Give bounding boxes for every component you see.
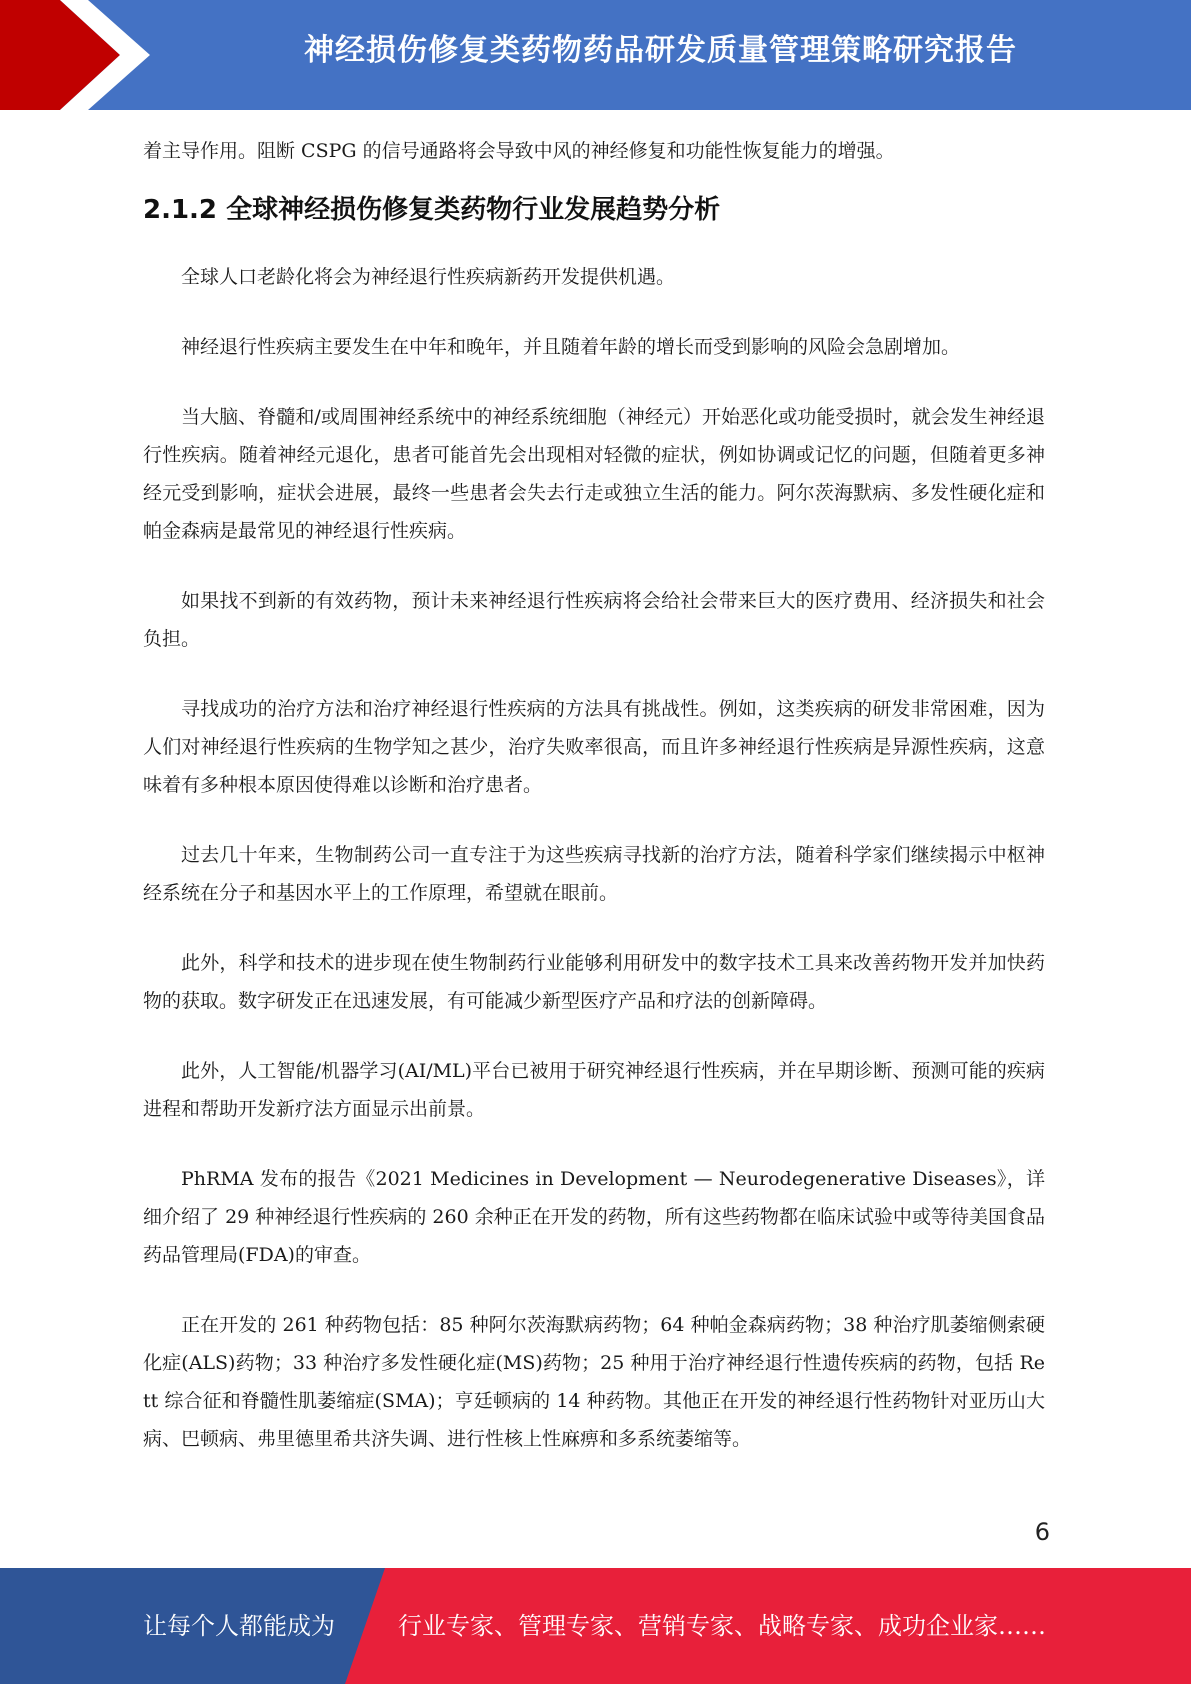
- paragraph-3: 当大脑、脊髓和/或周围神经系统中的神经系统细胞（神经元）开始恶化或功能受损时，就会发生神经退行性疾病。随着神经元退化，患者可能首先会出现相对轻微的症状，例如协调或记忆的问题，但随着更多神经元受到影响，症状会进展，最终一些患者会失去行走或独立生活的能力。阿尔茨海默病、多发性硬化症和帕金森病是最常见的神经退行性疾病。: [143, 406, 1045, 542]
- paragraph-4: 如果找不到新的有效药物，预计未来神经退行性疾病将会给社会带来巨大的医疗费用、经济损失和社会负担。: [143, 590, 1045, 650]
- paragraph-1: 全球人口老龄化将会为神经退行性疾病新药开发提供机遇。: [181, 266, 676, 288]
- paragraph-8: 此外，人工智能/机器学习(AI/ML)平台已被用于研究神经退行性疾病，并在早期诊断、预测可能的疾病进程和帮助开发新疗法方面显示出前景。: [143, 1060, 1045, 1120]
- paragraph-7: 此外，科学和技术的进步现在使生物制药行业能够利用研发中的数字技术工具来改善药物开发并加快药物的获取。数字研发正在迅速发展，有可能减少新型医疗产品和疗法的创新障碍。: [143, 952, 1045, 1012]
- page-footer: [0, 1568, 1191, 1684]
- footer-slogan-right: 行业专家、管理专家、营销专家、战略专家、成功企业家……: [398, 1612, 1046, 1640]
- continued-paragraph: 着主导作用。阻断 CSPG 的信号通路将会导致中风的神经修复和功能性恢复能力的增强。: [143, 140, 895, 162]
- paragraph-6: 过去几十年来，生物制药公司一直专注于为这些疾病寻找新的治疗方法，随着科学家们继续揭示中枢神经系统在分子和基因水平上的工作原理，希望就在眼前。: [143, 844, 1045, 904]
- document-body: [143, 132, 1045, 1490]
- footer-slogan-left: 让每个人都能成为: [143, 1612, 335, 1640]
- paragraph-2: 神经退行性疾病主要发生在中年和晚年，并且随着年龄的增长而受到影响的风险会急剧增加。: [181, 336, 961, 358]
- paragraph-5: 寻找成功的治疗方法和治疗神经退行性疾病的方法具有挑战性。例如，这类疾病的研发非常困难，因为人们对神经退行性疾病的生物学知之甚少，治疗失败率很高，而且许多神经退行性疾病是异源性疾病，这意味着有多种根本原因使得难以诊断和治疗患者。: [143, 698, 1045, 796]
- page-number: 6: [1034, 1518, 1050, 1546]
- paragraph-9: PhRMA 发布的报告《2021 Medicines in Development — Neurodegenerative Diseases》，详细介绍了 29 种神经退行性疾病的 260 余种正在开发的药物，所有这些药物都在临床试验中或等待美国食品药品管理局(FDA)的审查。: [143, 1168, 1045, 1266]
- header-title: 神经损伤修复类药物药品研发质量管理策略研究报告: [304, 33, 1017, 68]
- section-heading: 2.1.2 全球神经损伤修复类药物行业发展趋势分析: [143, 195, 721, 225]
- page-header: [0, 0, 1191, 110]
- paragraph-10: 正在开发的 261 种药物包括：85 种阿尔茨海默病药物；64 种帕金森病药物；38 种治疗肌萎缩侧索硬化症(ALS)药物；33 种治疗多发性硬化症(MS)药物；25 种用于治疗神经退行性遗传疾病的药物，包括 Rett 综合征和脊髓性肌萎缩症(SMA)；亨廷顿病的 14 种药物。其他正在开发的神经退行性药物针对亚历山大病、巴顿病、弗里德里希共济失调、进行性核上性麻痹和多系统萎缩等。: [143, 1314, 1045, 1450]
